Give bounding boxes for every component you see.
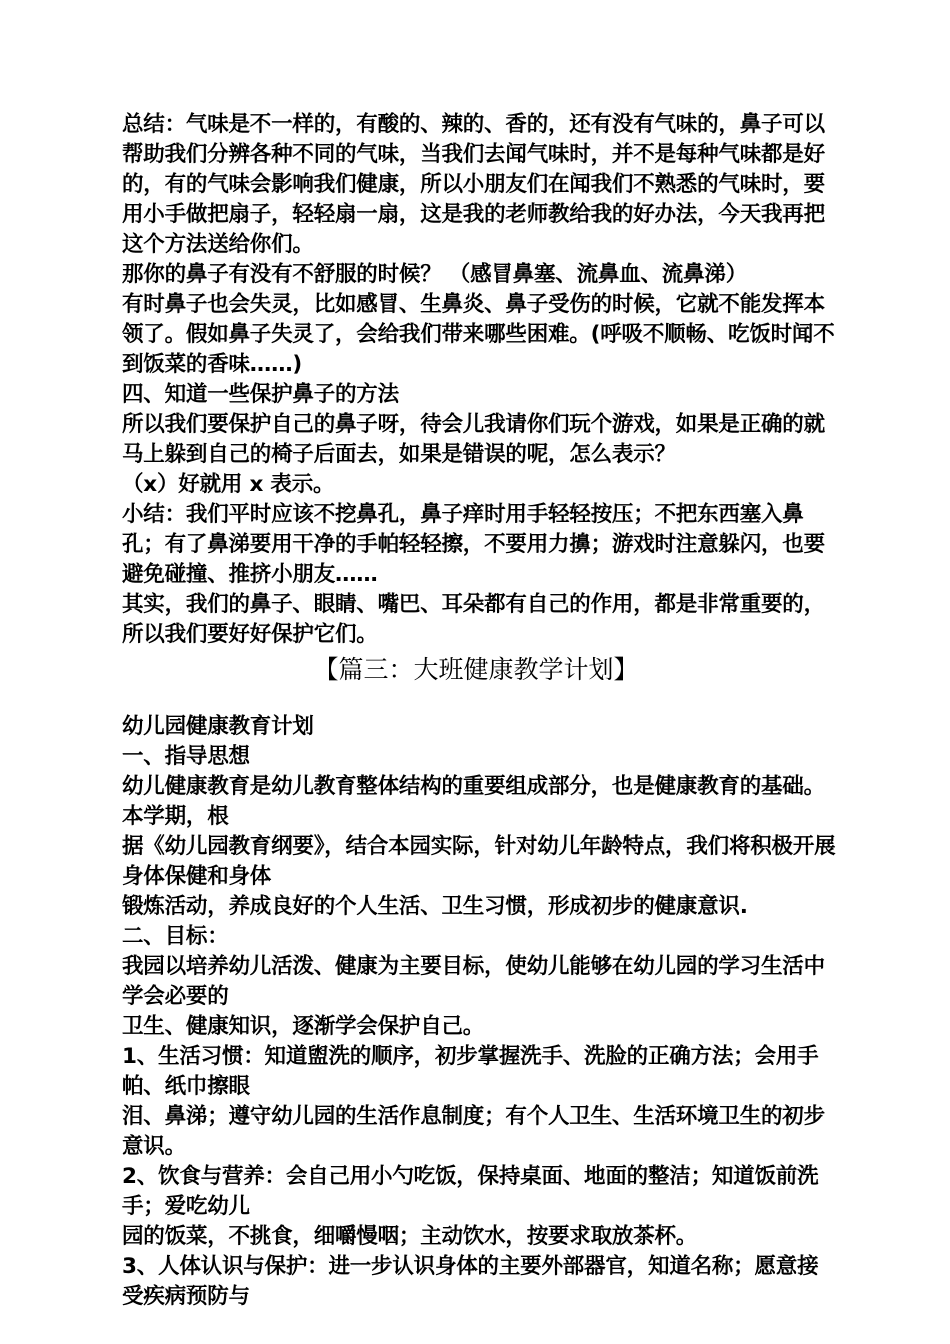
document-page [116,110,836,1312]
heading-two: 二、目标： [122,924,229,949]
item-one-b: 泪、鼻涕；遵守幼儿园的生活作息制度；有个人卫生、生活环境卫生的初步意识。 [122,1104,825,1159]
doc-title: 幼儿园健康教育计划 [122,714,314,739]
item-two-b: 园的饭菜，不挑食，细嚼慢咽；主动饮水，按要求取放茶杯。 [122,1224,698,1249]
conclusion-paragraph: 其实，我们的鼻子、眼睛、嘴巴、耳朵都有自己的作用，都是非常重要的，所以我们要好好保护它们。 [122,592,825,647]
item-one-a: 1、生活习惯：知道盥洗的顺序，初步掌握洗手、洗脸的正确方法；会用手帕、纸巾擦眼 [122,1044,819,1099]
goal-paragraph-a: 我园以培养幼儿活泼、健康为主要目标，使幼儿能够在幼儿园的学习生活中学会必要的 [122,954,825,1009]
goal-paragraph-b: 卫生、健康知识，逐渐学会保护自己。 [122,1014,485,1039]
brief-summary-paragraph: 小结：我们平时应该不挖鼻孔，鼻子痒时用手轻轻按压；不把东西塞入鼻孔；有了鼻涕要用干净的手帕轻轻擦，不要用力擤；游戏时注意躲闪，也要避免碰撞、推挤小朋友…… [122,502,825,587]
x-sign-paragraph: （x）好就用 x 表示。 [122,472,335,497]
item-three-a: 3、人体认识与保护：进一步认识身体的主要外部器官，知道名称；愿意接受疾病预防与 [122,1254,819,1309]
summary-paragraph: 总结：气味是不一样的，有酸的、辣的、香的，还有没有气味的，鼻子可以帮助我们分辨各种不同的气味，当我们去闻气味时，并不是每种气味都是好的，有的气味会影响我们健康，所以小朋友们在闻我们不熟悉的气味时，要用小手做把扇子，轻轻扇一扇，这是我的老师教给我的好办法，今天我再把这个方法送给你们。 [122,112,825,257]
guide-paragraph-b: 据《幼儿园教育纲要》，结合本园实际，针对幼儿年龄特点，我们将积极开展身体保健和身体 [122,834,836,889]
heading-four: 四、知道一些保护鼻子的方法 [122,382,399,407]
question-paragraph: 那你的鼻子有没有不舒服的时候？ （感冒鼻塞、流鼻血、流鼻涕） [122,262,747,287]
guide-paragraph-a: 幼儿健康教育是幼儿教育整体结构的重要组成部分，也是健康教育的基础。本学期，根 [122,774,825,829]
item-two-a: 2、饮食与营养：会自己用小勺吃饭，保持桌面、地面的整洁；知道饭前洗手；爱吃幼儿 [122,1164,819,1219]
game-paragraph: 所以我们要保护自己的鼻子呀，待会儿我请你们玩个游戏，如果是正确的就马上躲到自己的椅子后面去，如果是错误的呢，怎么表示？ [122,412,825,467]
guide-paragraph-c: 锻炼活动，养成良好的个人生活、卫生习惯，形成初步的健康意识. [122,894,748,919]
malfunction-paragraph: 有时鼻子也会失灵，比如感冒、生鼻炎、鼻子受伤的时候，它就不能发挥本领了。假如鼻子失灵了，会给我们带来哪些困难。(呼吸不顺畅、吃饭时闻不到饭菜的香味……) [122,292,835,377]
heading-one: 一、指导思想 [122,744,250,769]
section-title: 【篇三：大班健康教学计划】 [313,655,639,684]
